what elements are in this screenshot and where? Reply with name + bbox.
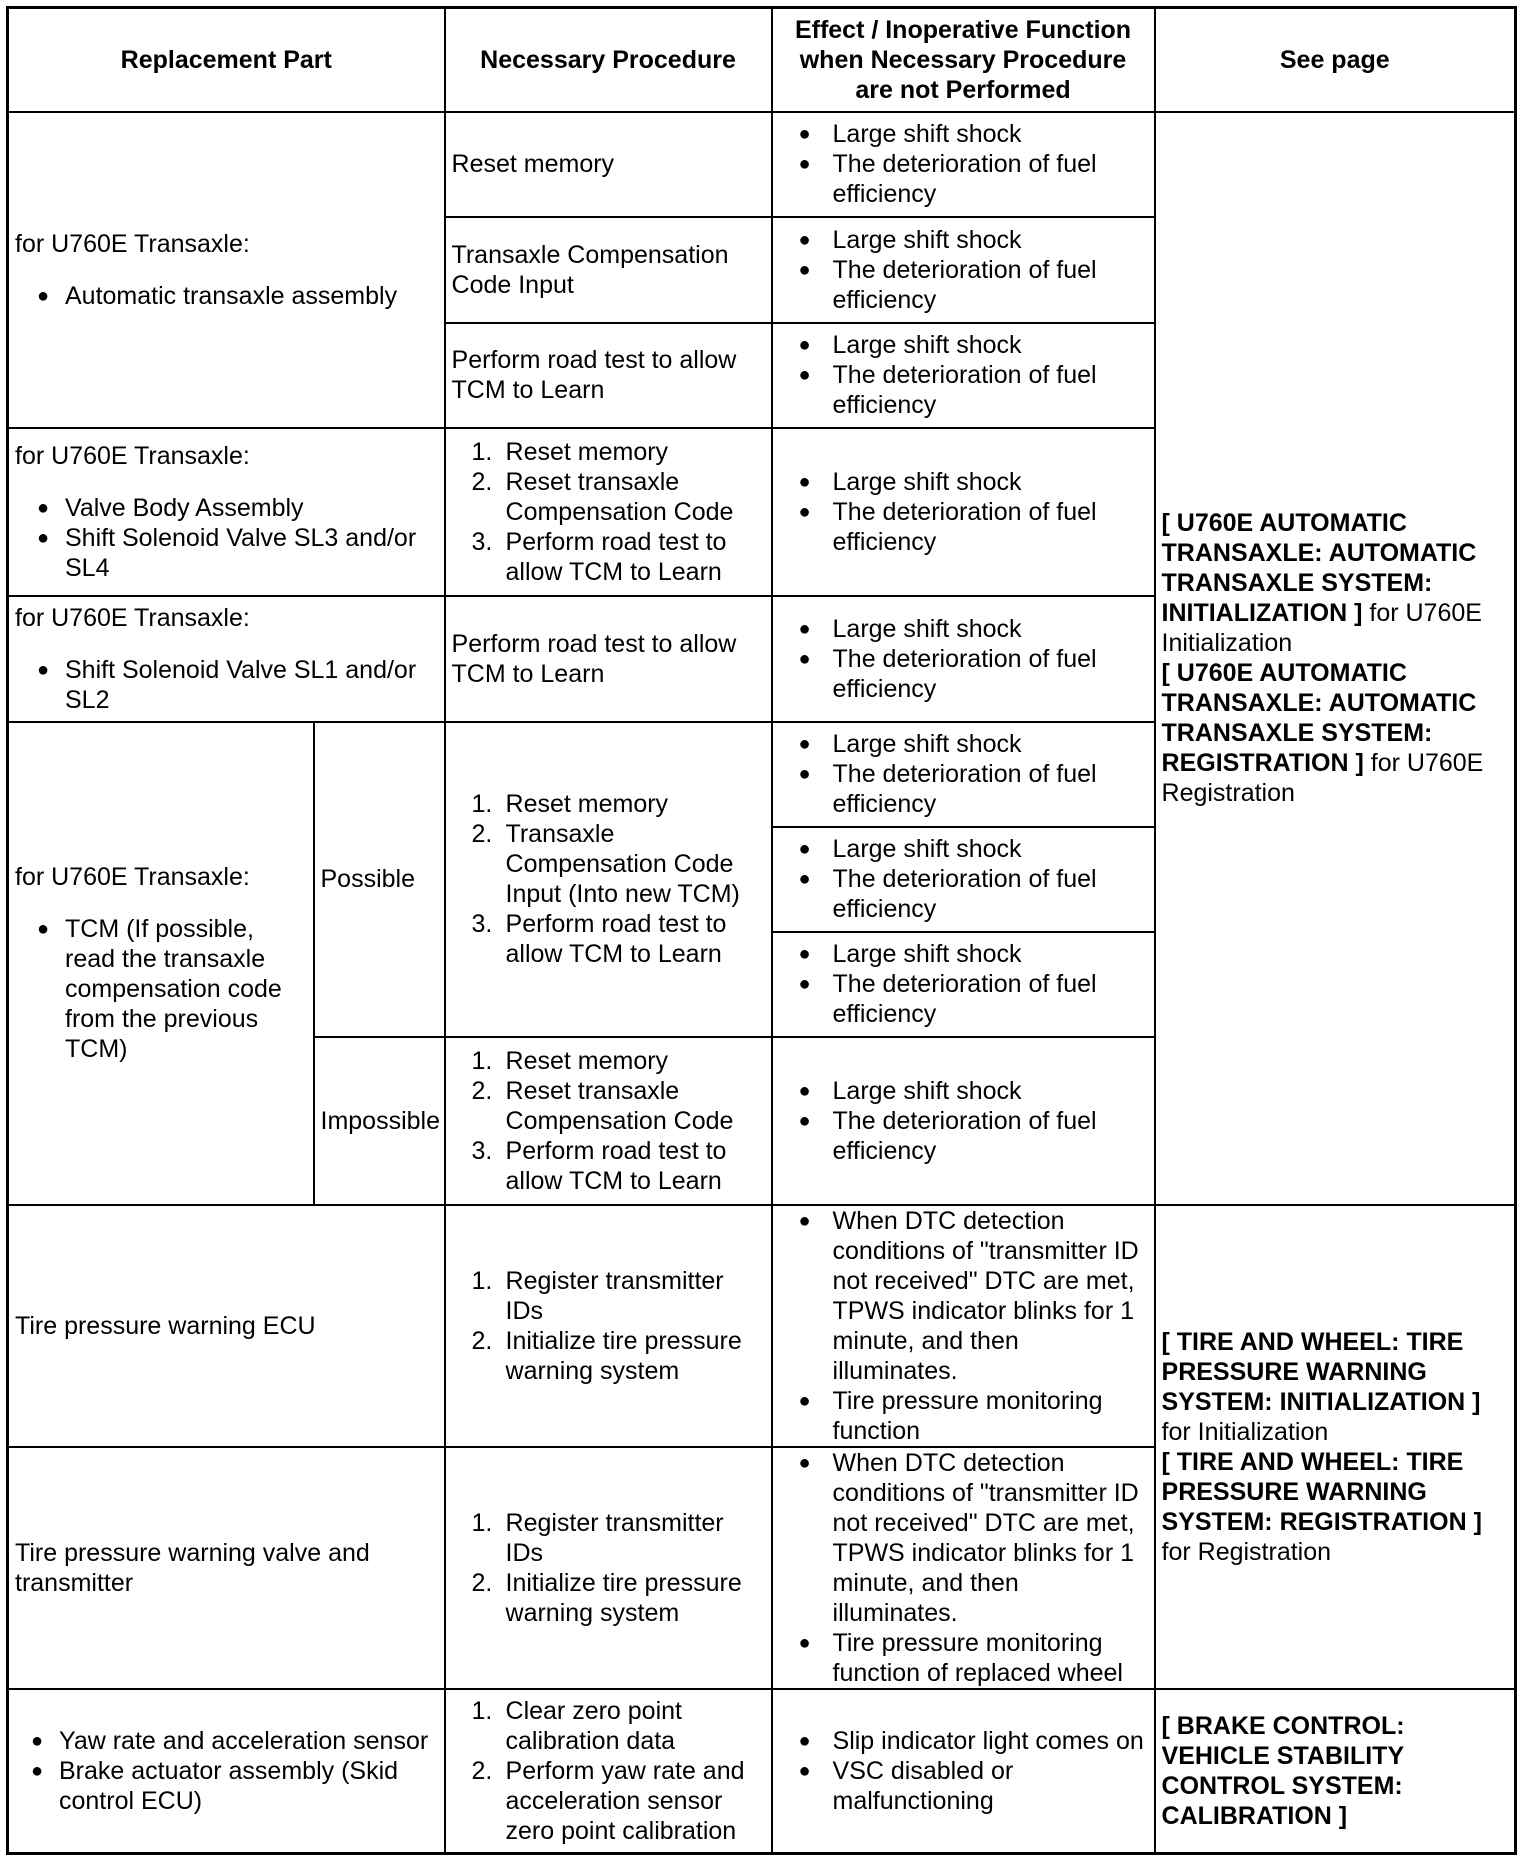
part-item: ● TCM (If possible, read the transaxle compensation code from the previous TCM) (37, 914, 307, 1064)
procedure-step: 2. Initialize tire pressure warning system (471, 1326, 742, 1385)
procedure-step: 1. Register transmitter IDs (471, 1508, 724, 1567)
effect-cell (772, 1037, 1155, 1205)
effect-cell (772, 722, 1155, 827)
see-page-cell-u760e (1155, 112, 1516, 1205)
effect-cell (772, 1447, 1155, 1689)
effect-item: ● The deterioration of fuel efficiency (799, 759, 1148, 819)
procedure-step: 3. Perform road test to allow TCM to Learn (471, 1136, 727, 1195)
condition-impossible: Impossible (314, 1037, 445, 1205)
procedure-step: 2. Reset transaxle Compensation Code (471, 1076, 734, 1135)
see-page-cell-tpws (1155, 1205, 1516, 1689)
procedure-cell: Reset memory (445, 112, 772, 217)
effect-item: ● Large shift shock (799, 939, 1148, 969)
table-row (8, 1689, 1516, 1854)
effect-item: ● Slip indicator light comes on (799, 1726, 1148, 1756)
header-effect: Effect / Inoperative Function when Necessary Procedure are not Performed (772, 8, 1155, 112)
procedure-cell (445, 722, 772, 1037)
replacement-part-cell (8, 722, 314, 1205)
procedure-step: 3. Perform road test to allow TCM to Learn (471, 527, 727, 586)
effect-item: ● VSC disabled or malfunctioning (799, 1756, 1148, 1816)
procedure-step: 3. Perform road test to allow TCM to Learn (471, 910, 727, 968)
effect-item: ● Tire pressure monitoring function (799, 1386, 1148, 1446)
table-row (8, 112, 1516, 217)
header-see-page: See page (1155, 8, 1516, 112)
part-item: ● Shift Solenoid Valve SL3 and/or SL4 (37, 523, 438, 583)
procedure-step: 1. Clear zero point calibration data (471, 1696, 682, 1755)
procedure-cell (445, 1205, 772, 1447)
effect-cell (772, 827, 1155, 932)
effect-item: ● The deterioration of fuel efficiency (799, 149, 1148, 209)
header-necessary-procedure: Necessary Procedure (445, 8, 772, 112)
reference-suffix: for U760E Registration (1161, 749, 1484, 807)
effect-cell (772, 323, 1155, 428)
procedure-cell (445, 428, 772, 596)
part-item: ● Shift Solenoid Valve SL1 and/or SL2 (37, 655, 438, 715)
see-page-cell-vsc (1155, 1689, 1516, 1854)
procedure-cell (445, 1037, 772, 1205)
header-row (8, 8, 1516, 112)
part-title: for U760E Transaxle: (15, 863, 250, 891)
effect-cell (772, 932, 1155, 1037)
effect-cell (772, 1689, 1155, 1854)
effect-cell (772, 217, 1155, 323)
effect-item: ● The deterioration of fuel efficiency (799, 497, 1148, 557)
table-row (8, 1205, 1516, 1447)
effect-item: ● When DTC detection conditions of "transmitter ID not received" DTC are met, TPWS indicator blinks for 1 minute, and then illuminates. (799, 1206, 1148, 1386)
procedure-step: 2. Transaxle Compensation Code Input (Into new TCM) (471, 820, 740, 908)
procedure-step: 1. Reset memory (471, 437, 669, 466)
effect-item: ● Large shift shock (799, 225, 1148, 255)
part-item: ● Yaw rate and acceleration sensor (31, 1726, 438, 1756)
procedure-cell: Perform road test to allow TCM to Learn (445, 596, 772, 722)
procedure-cell (445, 1447, 772, 1689)
procedure-step: 1. Reset memory (471, 1046, 669, 1075)
effect-cell (772, 112, 1155, 217)
replacement-procedure-table (6, 6, 1517, 1855)
replacement-part-cell: Tire pressure warning ECU (8, 1205, 445, 1447)
effect-item: ● The deterioration of fuel efficiency (799, 255, 1148, 315)
effect-item: ● The deterioration of fuel efficiency (799, 360, 1148, 420)
effect-cell (772, 596, 1155, 722)
procedure-step: 2. Perform yaw rate and acceleration sensor zero point calibration (471, 1756, 745, 1845)
replacement-part-cell (8, 428, 445, 596)
effect-item: ● The deterioration of fuel efficiency (799, 969, 1148, 1029)
reference-link[interactable]: [ U760E AUTOMATIC TRANSAXLE: AUTOMATIC TRANSAXLE SYSTEM: REGISTRATION ] (1161, 659, 1477, 777)
part-item: ● Automatic transaxle assembly (37, 281, 438, 311)
part-item: ● Valve Body Assembly (37, 493, 438, 523)
replacement-part-cell: Tire pressure warning valve and transmitter (8, 1447, 445, 1689)
procedure-cell: Perform road test to allow TCM to Learn (445, 323, 772, 428)
part-title: for U760E Transaxle: (15, 441, 250, 470)
effect-item: ● Large shift shock (799, 834, 1148, 864)
replacement-part-cell (8, 596, 445, 722)
effect-item: ● Large shift shock (799, 614, 1148, 644)
effect-item: ● Tire pressure monitoring function of replaced wheel (799, 1628, 1148, 1688)
condition-possible: Possible (314, 722, 445, 1037)
effect-item: ● The deterioration of fuel efficiency (799, 644, 1148, 704)
reference-link[interactable]: [ TIRE AND WHEEL: TIRE PRESSURE WARNING SYSTEM: INITIALIZATION ] (1161, 1327, 1481, 1416)
part-title: for U760E Transaxle: (15, 229, 250, 258)
effect-item: ● Large shift shock (799, 729, 1148, 759)
reference-link[interactable]: [ TIRE AND WHEEL: TIRE PRESSURE WARNING SYSTEM: REGISTRATION ] (1161, 1447, 1482, 1536)
replacement-part-cell (8, 112, 445, 428)
procedure-cell (445, 1689, 772, 1854)
reference-suffix: for U760E Initialization (1161, 599, 1482, 657)
replacement-part-cell (8, 1689, 445, 1854)
reference-link[interactable]: [ U760E AUTOMATIC TRANSAXLE: AUTOMATIC TRANSAXLE SYSTEM: INITIALIZATION ] (1161, 509, 1477, 627)
effect-cell (772, 428, 1155, 596)
reference-suffix: for Initialization (1161, 1417, 1329, 1446)
effect-item: ● Large shift shock (799, 467, 1148, 497)
procedure-step: 2. Reset transaxle Compensation Code (471, 467, 734, 526)
effect-item: ● The deterioration of fuel efficiency (799, 864, 1148, 924)
effect-item: ● Large shift shock (799, 1076, 1148, 1106)
part-title: for U760E Transaxle: (15, 603, 250, 632)
procedure-step: 1. Register transmitter IDs (471, 1266, 724, 1325)
reference-suffix: for Registration (1161, 1537, 1332, 1566)
procedure-cell: Transaxle Compensation Code Input (445, 217, 772, 323)
procedure-step: 1. Reset memory (471, 790, 669, 818)
effect-item: ● The deterioration of fuel efficiency (799, 1106, 1148, 1166)
header-replacement-part: Replacement Part (8, 8, 445, 112)
effect-item: ● When DTC detection conditions of "transmitter ID not received" DTC are met, TPWS indicator blinks for 1 minute, and then illuminates. (799, 1448, 1148, 1628)
effect-cell (772, 1205, 1155, 1447)
reference-link[interactable]: [ BRAKE CONTROL: VEHICLE STABILITY CONTROL SYSTEM: CALIBRATION ] (1161, 1711, 1405, 1830)
effect-item: ● Large shift shock (799, 330, 1148, 360)
procedure-step: 2. Initialize tire pressure warning system (471, 1568, 742, 1627)
effect-item: ● Large shift shock (799, 119, 1148, 149)
part-item: ● Brake actuator assembly (Skid control ECU) (31, 1756, 438, 1816)
